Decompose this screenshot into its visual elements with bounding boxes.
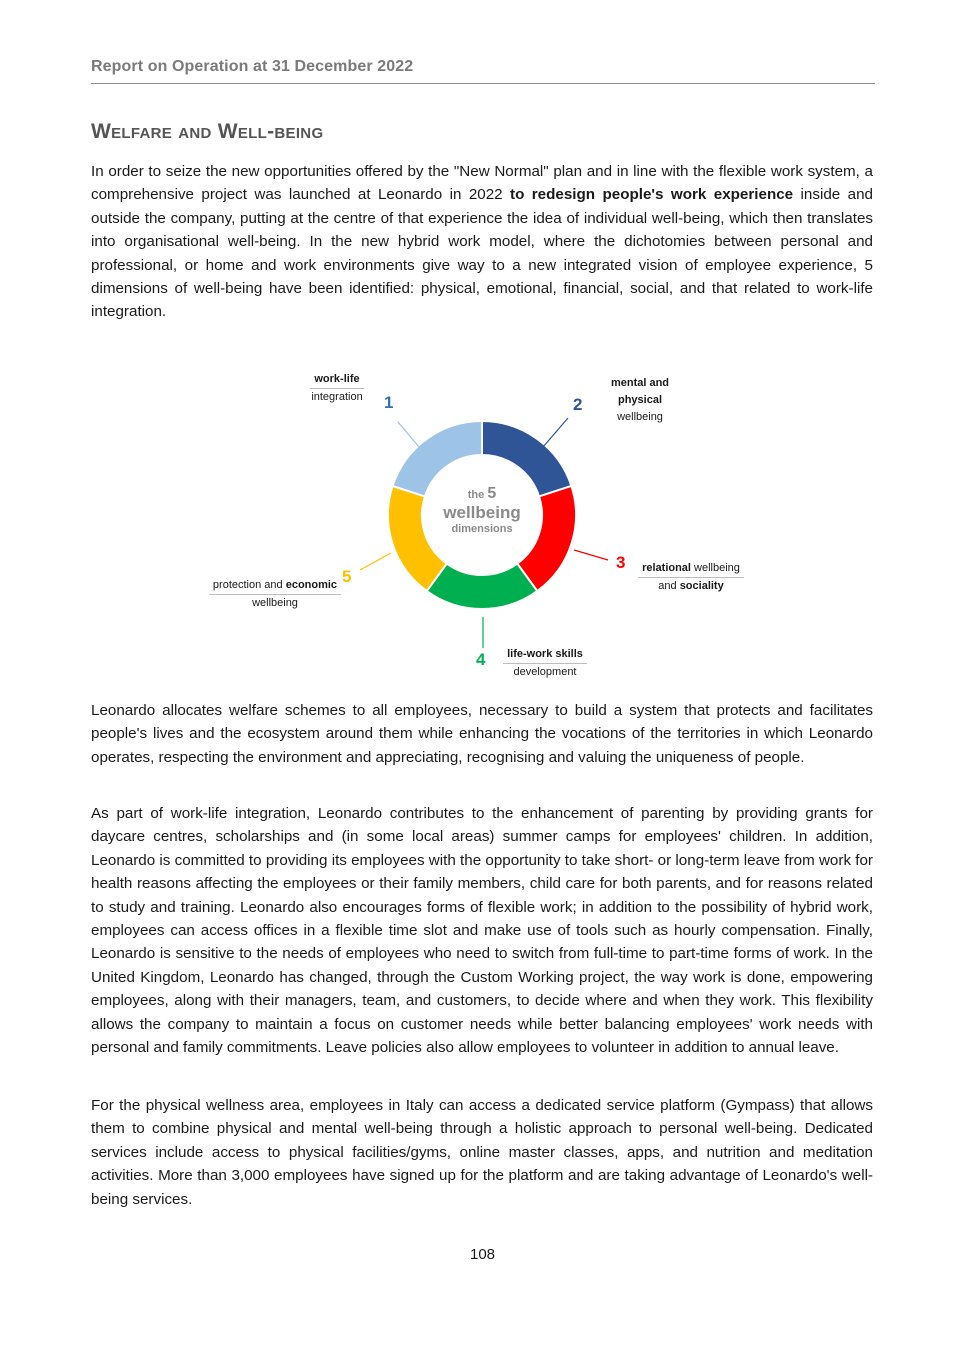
dimension-5-number: 5 bbox=[342, 567, 352, 586]
report-title: Report on Operation at 31 December 2022 bbox=[91, 58, 414, 75]
page-header bbox=[91, 58, 875, 84]
center-line-2: wellbeing bbox=[443, 503, 521, 522]
dimension-2-number: 2 bbox=[573, 395, 583, 414]
section-title: Welfare and Well-being bbox=[91, 120, 324, 143]
intro-text-end: inside and outside the company, putting at the centre of that experience the idea of individual well-being, which then translates into organisational well-being. In the new hybrid work model, where the dichotomies between personal and professional, or home and work environments give way to a new integrated vision of employee experience, 5 dimensions of well-being have been identified: physical, emotional, financial, social, and that related to work-life integration. bbox=[91, 186, 873, 321]
center-line-1: the 5 bbox=[467, 485, 497, 502]
dimension-3-number: 3 bbox=[616, 553, 626, 572]
dimension-1-number: 1 bbox=[384, 393, 394, 412]
page-number: 108 bbox=[469, 1246, 496, 1263]
center-line-3: dimensions bbox=[451, 523, 513, 535]
leader-line-5 bbox=[360, 553, 391, 570]
dimension-1-label: work-life integration bbox=[311, 373, 363, 403]
dimension-4-number: 4 bbox=[476, 650, 486, 669]
dimension-2-label: mental and physical wellbeing bbox=[610, 377, 670, 423]
dimension-5-label: protection and economic wellbeing bbox=[200, 577, 350, 612]
segment-4-life-work-skills bbox=[427, 564, 538, 609]
leader-line-2 bbox=[543, 418, 568, 447]
dimension-4-label: life-work skills development bbox=[500, 646, 590, 681]
diagram-center-label bbox=[432, 485, 532, 535]
physical-wellness-paragraph: For the physical wellness area, employees in Italy can access a dedicated service platform (Gympass) that allows them to combine physical and mental well-being through a holistic approach to personal well-being. Dedicated services include access to physical facilities/gyms, online master classes, apps, and nutrition and meditation activities. More than 3,000 employees have signed up for the platform and are taking advantage of Leonardo's well-being services. bbox=[91, 1097, 873, 1208]
intro-paragraph bbox=[91, 160, 873, 324]
dimension-3-label: relational wellbeing and sociality bbox=[632, 560, 750, 595]
intro-text-start: In order to seize the new opportunities offered by the "New Normal" plan and in line with the flexible work system, a comprehensive project was launched at Leonardo in 2022 bbox=[91, 163, 873, 204]
leader-line-3 bbox=[574, 550, 608, 560]
wellbeing-diagram bbox=[0, 355, 965, 695]
leader-line-1 bbox=[398, 422, 419, 447]
intro-bold-text: to redesign people's work experience bbox=[510, 186, 794, 204]
work-life-integration-paragraph: As part of work-life integration, Leonardo contributes to the enhancement of parenting by providing grants for daycare centres, scholarships and (in some local areas) summer camps for employees' children. In addition, Leonardo is committed to providing its employees with the opportunity to take short- or long-term leave from work for health reasons affecting the employees or their family members, child care for both parents, and for reasons related to study and training. Leonardo also encourages forms of flexible work; in addition to the possibility of hybrid work, employees can access offices in a flexible time slot and make use of tools such as hourly compensation. Finally, Leonardo is sensitive to the needs of employees who need to switch from full-time to part-time forms of work. In the United Kingdom, Leonardo has changed, through the Custom Working project, the way work is done, empowering employees, along with their managers, team, and customers, to decide where and when they work. This flexibility allows the company to maintain a focus on customer needs while better balancing employees' work needs with personal and family commitments. Leave policies also allow employees to volunteer in addition to annual leave. bbox=[91, 805, 873, 1057]
welfare-schemes-paragraph: Leonardo allocates welfare schemes to all employees, necessary to build a system that protects and facilitates people's lives and the ecosystem around them while enhancing the vocations of the territories in which Leonardo operates, respecting the environment and appreciating, recognising and valuing the uniqueness of people. bbox=[91, 702, 873, 766]
